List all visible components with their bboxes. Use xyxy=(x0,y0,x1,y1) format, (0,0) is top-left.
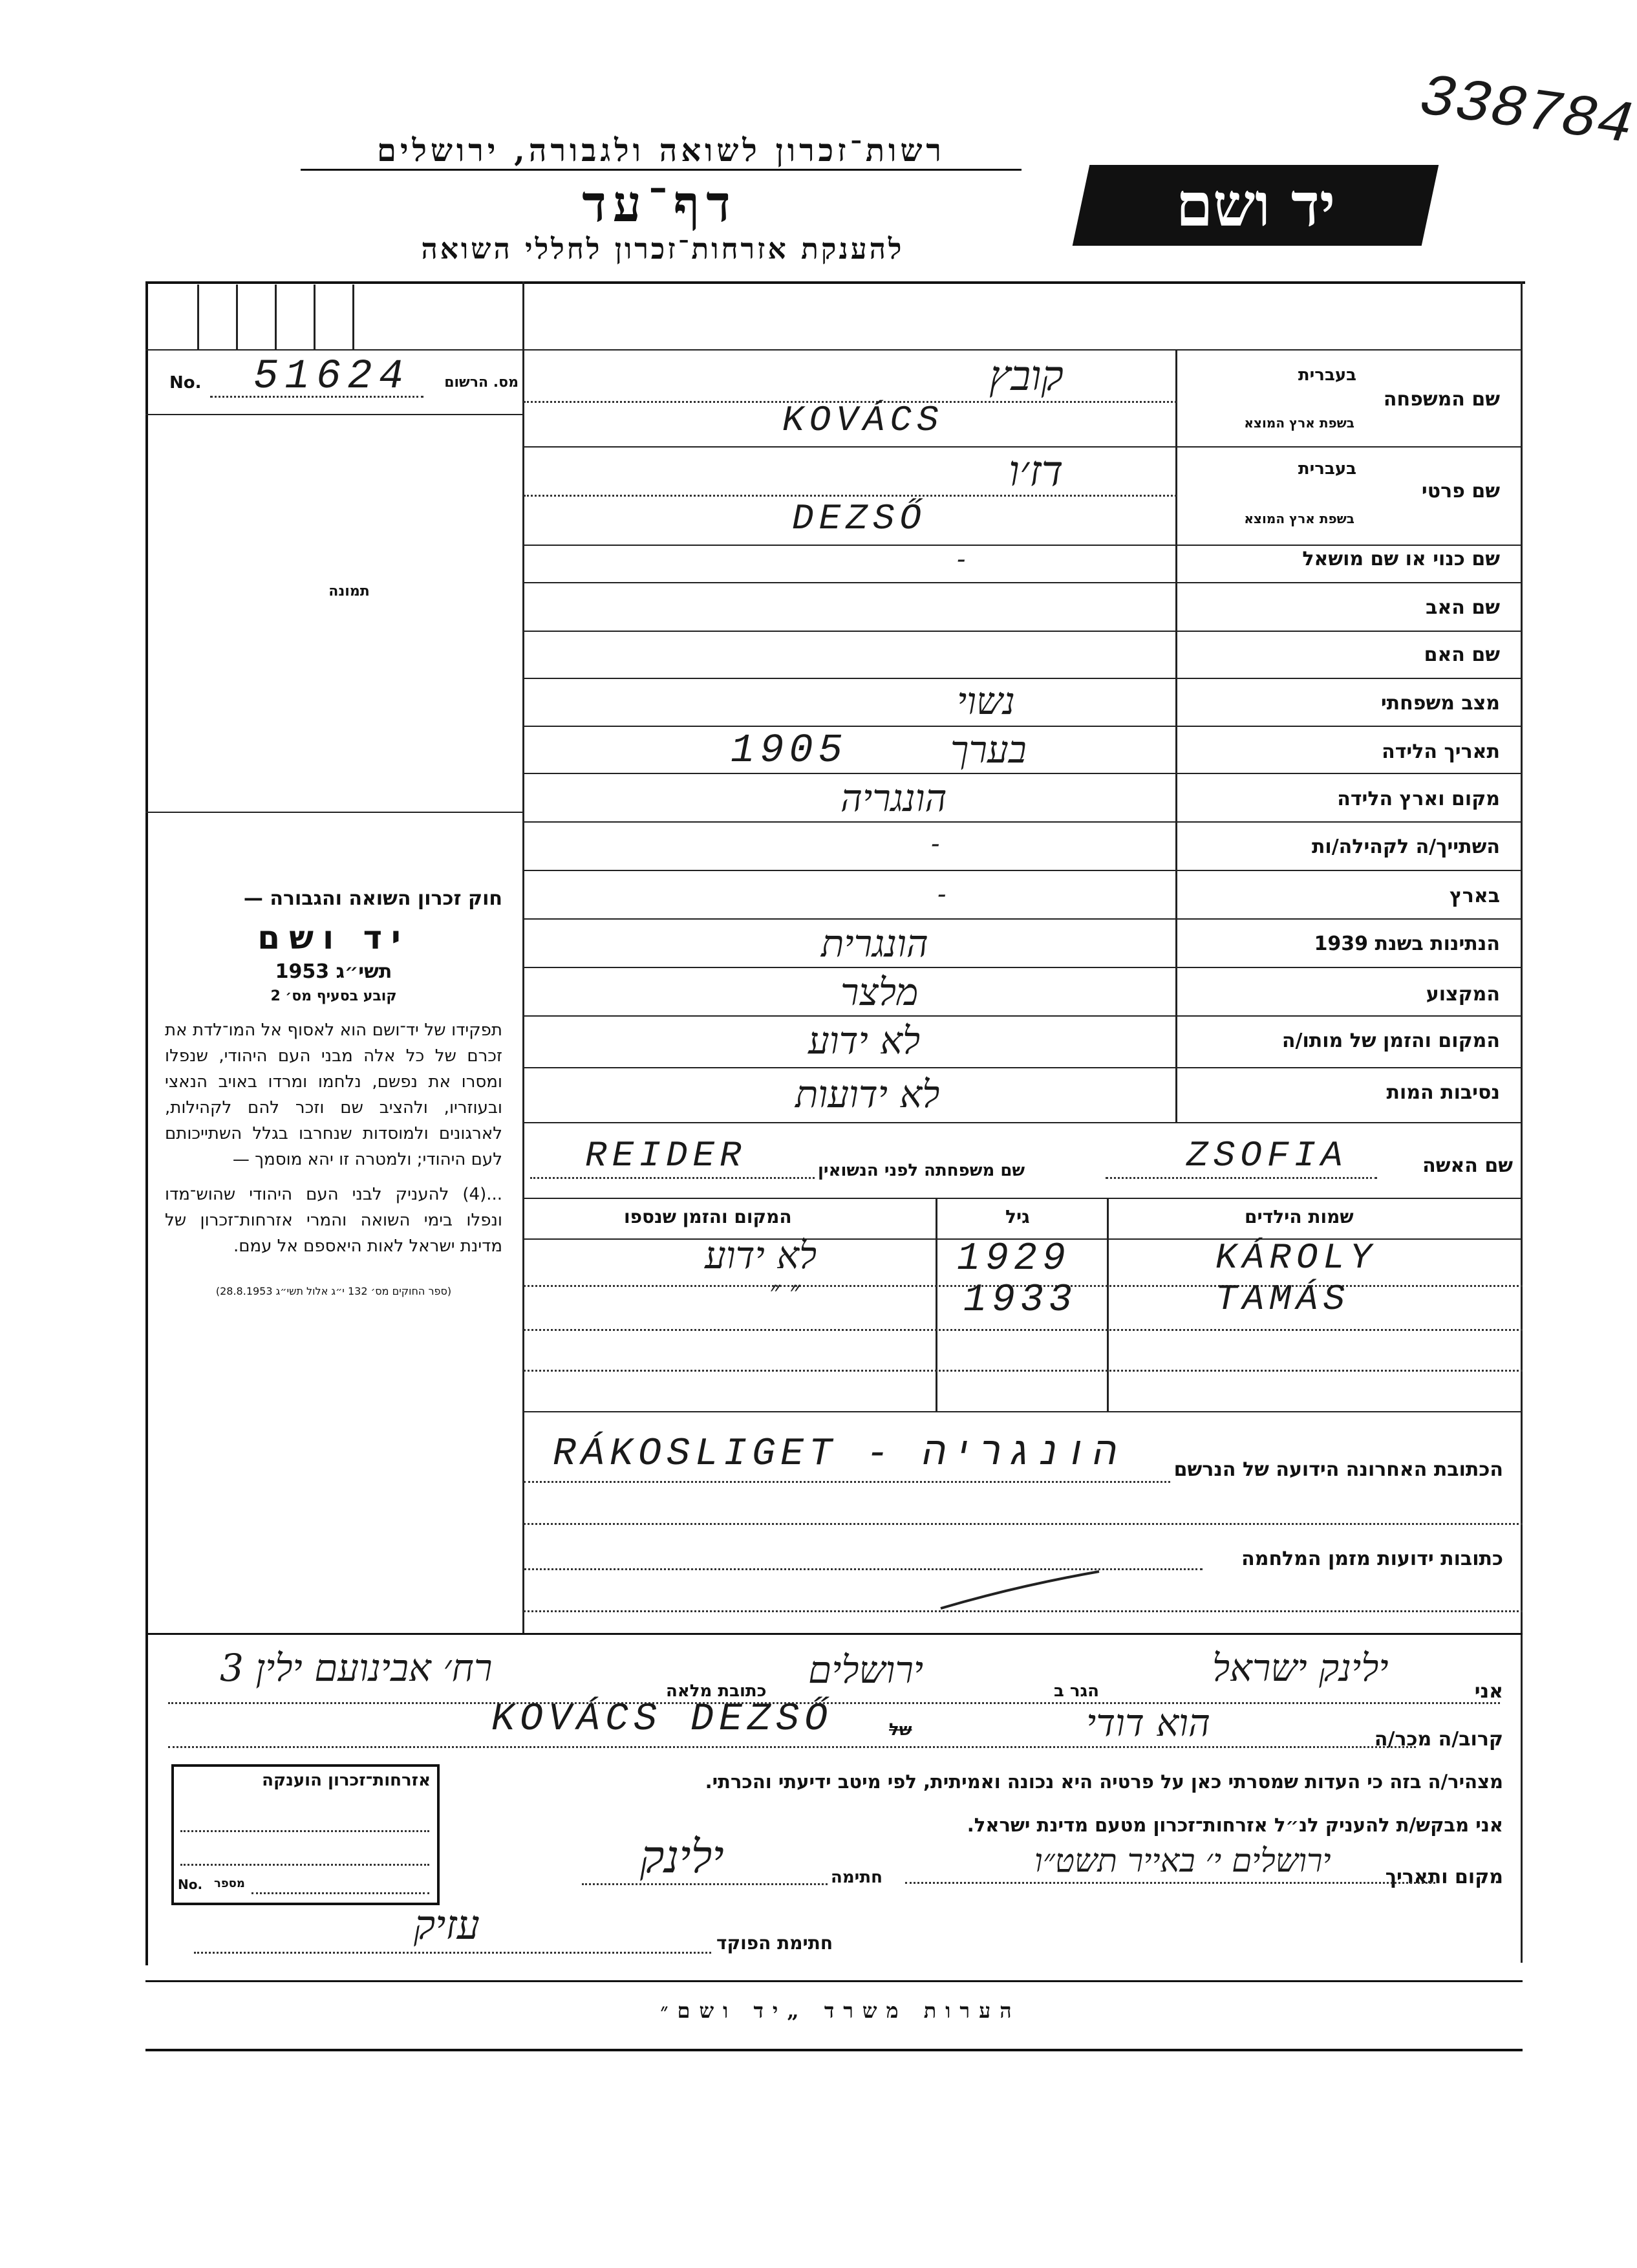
death-place-label: המקום והזמן של מותו/ה xyxy=(1281,1030,1500,1052)
photo-label: תמונה xyxy=(328,583,370,599)
wife-label: שם האשה xyxy=(1422,1154,1513,1177)
place-date-underline xyxy=(905,1882,1435,1884)
mother-name-label: שם האם xyxy=(1424,643,1500,666)
file-number-text: 338784 xyxy=(1415,63,1637,160)
row-line xyxy=(524,773,1523,774)
row-line xyxy=(524,1067,1523,1068)
nickname-label: שם כנוי או שם מושאל xyxy=(1302,548,1500,570)
row-line xyxy=(524,631,1523,632)
row-line xyxy=(524,967,1523,968)
profession-value: מלצר xyxy=(840,970,919,1014)
community-value: - xyxy=(931,829,940,859)
request-text: אני מבקש/ת להעניק לנ״ל אזרחות־זכרון מטעם מדינת ישראל. xyxy=(967,1814,1503,1836)
wife-maiden-underline xyxy=(530,1177,815,1179)
law-clause: קובע בסעיף מס׳ 2 xyxy=(270,988,397,1004)
registration-underline xyxy=(210,396,423,398)
first-name-origin-sublabel: בשפת ארץ המוצא xyxy=(1244,511,1354,526)
registration-number-value: 51624 xyxy=(253,354,411,400)
law-footnote: (ספר החוקים מס׳ 132 י״ג אלול תשי״ג 28.8.1953) xyxy=(215,1285,452,1297)
children-names-header: שמות הילדים xyxy=(1245,1206,1354,1227)
top-strip-bottom xyxy=(145,349,524,351)
relation-label: קרוב/ה מכר/ה xyxy=(1374,1728,1503,1751)
row-line xyxy=(524,1411,1523,1412)
father-name-label: שם האב xyxy=(1426,596,1500,619)
declarant-underline xyxy=(168,1702,1500,1704)
strip-cell-divider xyxy=(275,285,277,349)
birth-date-approx-value: בערך xyxy=(950,728,1027,772)
relation-value: הוא דודי xyxy=(1086,1701,1210,1745)
place-date-label: מקום ותאריך xyxy=(1385,1866,1503,1888)
signature-label: חתימה xyxy=(831,1868,883,1887)
table-row xyxy=(524,1275,1523,1332)
children-age-header: גיל xyxy=(1005,1206,1030,1227)
row-line xyxy=(524,821,1523,823)
row-line xyxy=(524,726,1523,727)
death-cause-value: לא ידועות xyxy=(795,1072,940,1116)
row-line xyxy=(524,545,1523,546)
official-signature: עזיק xyxy=(414,1901,480,1949)
relation-of-name-value: KOVÁCS DEZSŐ xyxy=(491,1698,833,1742)
form-title: דף־עד xyxy=(582,175,737,233)
registration-bottom xyxy=(145,414,524,415)
official-signature-label: חתימת הפוקד xyxy=(716,1932,833,1954)
law-title: חוק זכרון השואה והגבורה — xyxy=(243,887,502,910)
law-paragraph-1: תפקידו של יד־ושם הוא לאסוף אל המו־לדת את זכרם של כל אלה מבני העם היהודי, שנפלו ומסרו את נפשם, נלחמו ומרדו באויב הנאצי ובעוזריו, ולהציב שם וזכר להם לקהילות, לארגונים ולמוסדות שנחרבו בגלל השתייכותם לעם היהודי; ולמטרה זו יהא מוסמך — xyxy=(165,1021,502,1169)
official-underline xyxy=(194,1952,711,1954)
row-line xyxy=(524,582,1523,583)
logo-text: יד ושם xyxy=(1175,170,1336,240)
death-place-value: לא ידוע xyxy=(808,1019,921,1063)
label-column-separator xyxy=(1175,349,1177,1122)
declarant-name-value: ילינק ישראל xyxy=(1212,1646,1389,1690)
wartime-address-label: כתובות ידועות מזמן המלחמה xyxy=(1241,1548,1503,1570)
stamp-box-line xyxy=(251,1892,429,1894)
declaration-text: מצהיר/ה בזה כי העדות שמסרתי כאן על פרטיה היא נכונה ואמיתית, לפי מיטב ידיעתי והכרתי. xyxy=(705,1771,1503,1793)
law-name: יד ושם xyxy=(257,919,410,956)
family-name-origin-sublabel: בשפת ארץ המוצא xyxy=(1244,415,1354,431)
law-year: תשי״ג 1953 xyxy=(275,960,392,983)
birth-year-value: 1905 xyxy=(731,728,848,773)
birth-place-value: הונגריה xyxy=(840,776,947,820)
declarant-ani-label: אני xyxy=(1474,1680,1503,1703)
address-underline xyxy=(524,1481,1170,1483)
form-subtitle: להענקת אזרחות־זכרון לחללי השואה xyxy=(421,233,904,266)
row-line xyxy=(524,1122,1523,1123)
country-value: - xyxy=(937,880,947,909)
declarant-signature: ילינק xyxy=(640,1830,724,1883)
child-name: KÁROLY xyxy=(1215,1237,1377,1279)
wife-underline xyxy=(1106,1177,1377,1179)
family-name-hebrew-sublabel: בעברית xyxy=(1298,365,1356,385)
citizenship-label: הנתינות בשנת 1939 xyxy=(1314,933,1500,955)
yad-vashem-logo xyxy=(1073,165,1439,246)
photo-area-bottom xyxy=(145,812,524,813)
declarant-address-label: כתובת מלאה xyxy=(666,1681,767,1701)
child-fate: ״ ״ xyxy=(769,1275,800,1308)
birth-place-label: מקום וארץ הלידה xyxy=(1337,788,1500,810)
registration-no-label: No. xyxy=(169,373,202,393)
law-block xyxy=(165,887,502,1297)
form-right-border xyxy=(1521,281,1523,1633)
child-age: 1929 xyxy=(957,1237,1071,1281)
strip-cell-divider xyxy=(197,285,199,349)
form-bottom-right-border xyxy=(1521,1633,1523,1963)
wife-first-name-value: ZSOFIA xyxy=(1186,1135,1348,1176)
strip-cell-divider xyxy=(352,285,354,349)
law-paragraph-2: ...(4) להעניק לבני העם היהודי שהוש־מדו ונפלו בימי השואה והמרי אזרחות־זכרון של מדינת ישראל לאות היאספם אל עמם. xyxy=(165,1185,502,1256)
signature-underline xyxy=(582,1883,828,1885)
strip-cell-divider xyxy=(236,285,238,349)
child-name: TAMÁS xyxy=(1215,1279,1351,1320)
section-line xyxy=(145,1980,1523,1982)
child-fate: לא ידוע xyxy=(705,1233,817,1277)
profession-label: המקצוע xyxy=(1426,983,1500,1006)
registration-heb-label: מס. הרשום xyxy=(444,374,519,391)
stamp-box-no-heb: מספר xyxy=(214,1877,245,1890)
field-underline xyxy=(524,495,1177,497)
row-line xyxy=(524,870,1523,871)
first-name-hebrew-sublabel: בעברית xyxy=(1298,459,1356,479)
first-name-latin-value: DEZSŐ xyxy=(792,498,927,539)
row-line xyxy=(524,918,1523,920)
family-name-label: שם המשפחה xyxy=(1383,388,1500,411)
footer-office-notes: הערות משרד „יד ושם״ xyxy=(660,1998,1021,2023)
stamp-box-no-label: No. xyxy=(178,1877,203,1892)
declarant-lives-label: הגר ב xyxy=(1054,1681,1100,1701)
strip-cell-divider xyxy=(314,285,316,349)
nickname-value: - xyxy=(957,545,966,574)
birth-date-label: תאריך הלידה xyxy=(1382,740,1500,763)
wife-maiden-label: שם משפחתה לפני הנשואין xyxy=(818,1161,1025,1180)
first-name-hebrew-value: דז׳ו xyxy=(1009,446,1064,496)
stamp-box xyxy=(171,1764,440,1905)
community-label: השתייך/ה לקהילה/ות xyxy=(1311,836,1500,858)
relation-underline xyxy=(168,1746,1416,1748)
family-name-hebrew-value: קובץ xyxy=(989,352,1064,400)
place-date-value: ירושלים י׳ באייר תשט״ו xyxy=(1034,1842,1331,1879)
declarant-address-value: רח׳ אבינועם ילין 3 xyxy=(220,1646,493,1690)
first-name-label: שם פרטי xyxy=(1421,480,1500,502)
last-address-value: RÁKOSLIGET - הונגריה xyxy=(553,1432,1122,1476)
left-column-separator xyxy=(522,281,524,1633)
citizenship-value: הונגרית xyxy=(821,922,928,966)
death-cause-label: נסיבות המות xyxy=(1386,1081,1500,1104)
stamp-box-line xyxy=(180,1864,429,1866)
authority-name: רשות־זכרון לשואה ולגבורה, ירושלים xyxy=(301,133,1022,171)
children-row-line xyxy=(524,1370,1523,1372)
row-line xyxy=(524,1015,1523,1017)
form-bottom-border xyxy=(145,2049,1523,2051)
child-age: 1933 xyxy=(963,1279,1078,1323)
pen-stroke xyxy=(937,1568,1106,1614)
relation-of-label: של xyxy=(889,1720,912,1740)
family-name-latin-value: KOVÁCS xyxy=(782,400,944,441)
row-line xyxy=(524,1198,1523,1199)
address-underline xyxy=(524,1523,1523,1525)
section-line xyxy=(145,1633,1523,1635)
stamp-box-line xyxy=(180,1830,429,1832)
stamp-box-title: אזרחות־זכרון הוענקה xyxy=(262,1771,431,1790)
marital-status-label: מצב משפחתי xyxy=(1380,692,1500,715)
children-row-line xyxy=(524,1329,1523,1331)
children-fate-header: המקום והזמן שנספו xyxy=(624,1206,792,1227)
declarant-city-value: ירושלים xyxy=(808,1648,924,1692)
row-line xyxy=(524,349,1523,351)
handwritten-file-number xyxy=(1415,63,1637,160)
last-address-label: הכתובת האחרונה הידועה של הנרשם xyxy=(1173,1458,1503,1481)
country-label: בארץ xyxy=(1449,885,1500,907)
address-underline xyxy=(524,1610,1523,1612)
wife-maiden-name-value: REIDER xyxy=(585,1135,747,1176)
row-line xyxy=(524,678,1523,679)
marital-status-value: נשוי xyxy=(957,679,1015,723)
